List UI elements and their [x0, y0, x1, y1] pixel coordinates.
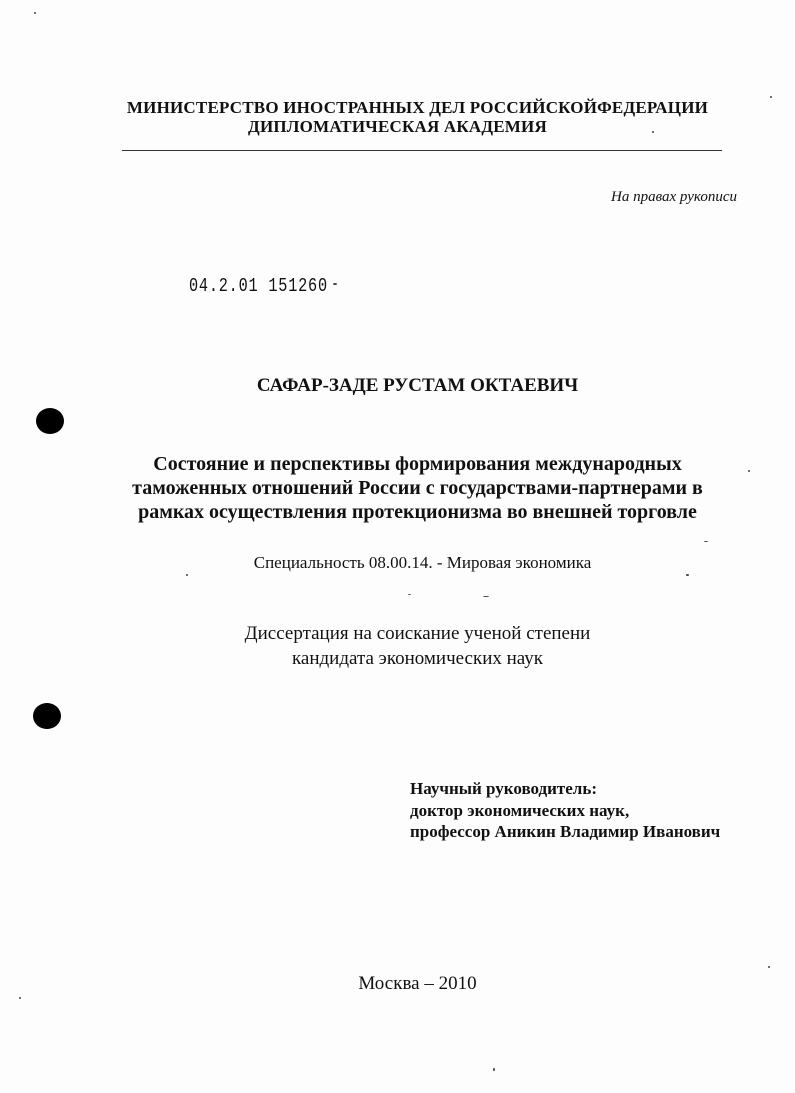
ministry-heading: МИНИСТЕРСТВО ИНОСТРАННЫХ ДЕЛ РОССИЙСКОЙФЕДЕРАЦИИ: [126, 98, 709, 117]
header-divider: [122, 150, 722, 151]
scan-speck: [493, 1068, 495, 1071]
scan-speck: [34, 12, 36, 14]
thesis-title-line: Состояние и перспективы формирования международных: [153, 453, 682, 475]
place-year: Москва – 2010: [358, 973, 477, 994]
registration-number: 04.2.01 151260: [189, 275, 328, 297]
scan-speck: [652, 131, 654, 133]
advisor-degree: доктор экономических наук,: [410, 801, 630, 820]
degree-line: Диссертация на соискание ученой степени: [244, 623, 591, 644]
punch-hole-mark: [33, 703, 61, 729]
scan-speck: [768, 966, 770, 968]
scan-speck: [704, 541, 708, 542]
scan-speck: [408, 594, 411, 595]
scan-speck: [748, 470, 750, 472]
thesis-title-line: таможенных отношений России с государствами-партнерами в: [132, 477, 703, 499]
scan-speck: [186, 574, 188, 576]
scan-speck: [333, 283, 337, 285]
punch-hole-mark: [36, 408, 64, 434]
scan-speck: [770, 96, 772, 98]
specialty-line: Специальность 08.00.14. - Мировая экономика: [253, 553, 592, 572]
scan-speck: [483, 596, 489, 597]
degree-line: кандидата экономических наук: [291, 648, 544, 669]
thesis-title-line: рамках осуществления протекционизма во внешней торговле: [138, 501, 697, 523]
scan-speck: [19, 997, 21, 999]
manuscript-note: На правах рукописи: [611, 189, 737, 205]
academy-heading: ДИПЛОМАТИЧЕСКАЯ АКАДЕМИЯ: [248, 117, 547, 136]
author-name: САФАР-ЗАДЕ РУСТАМ ОКТАЕВИЧ: [256, 375, 579, 396]
advisor-label: Научный руководитель:: [410, 779, 597, 798]
advisor-name: профессор Аникин Владимир Иванович: [410, 822, 721, 841]
scan-speck: [686, 574, 689, 576]
